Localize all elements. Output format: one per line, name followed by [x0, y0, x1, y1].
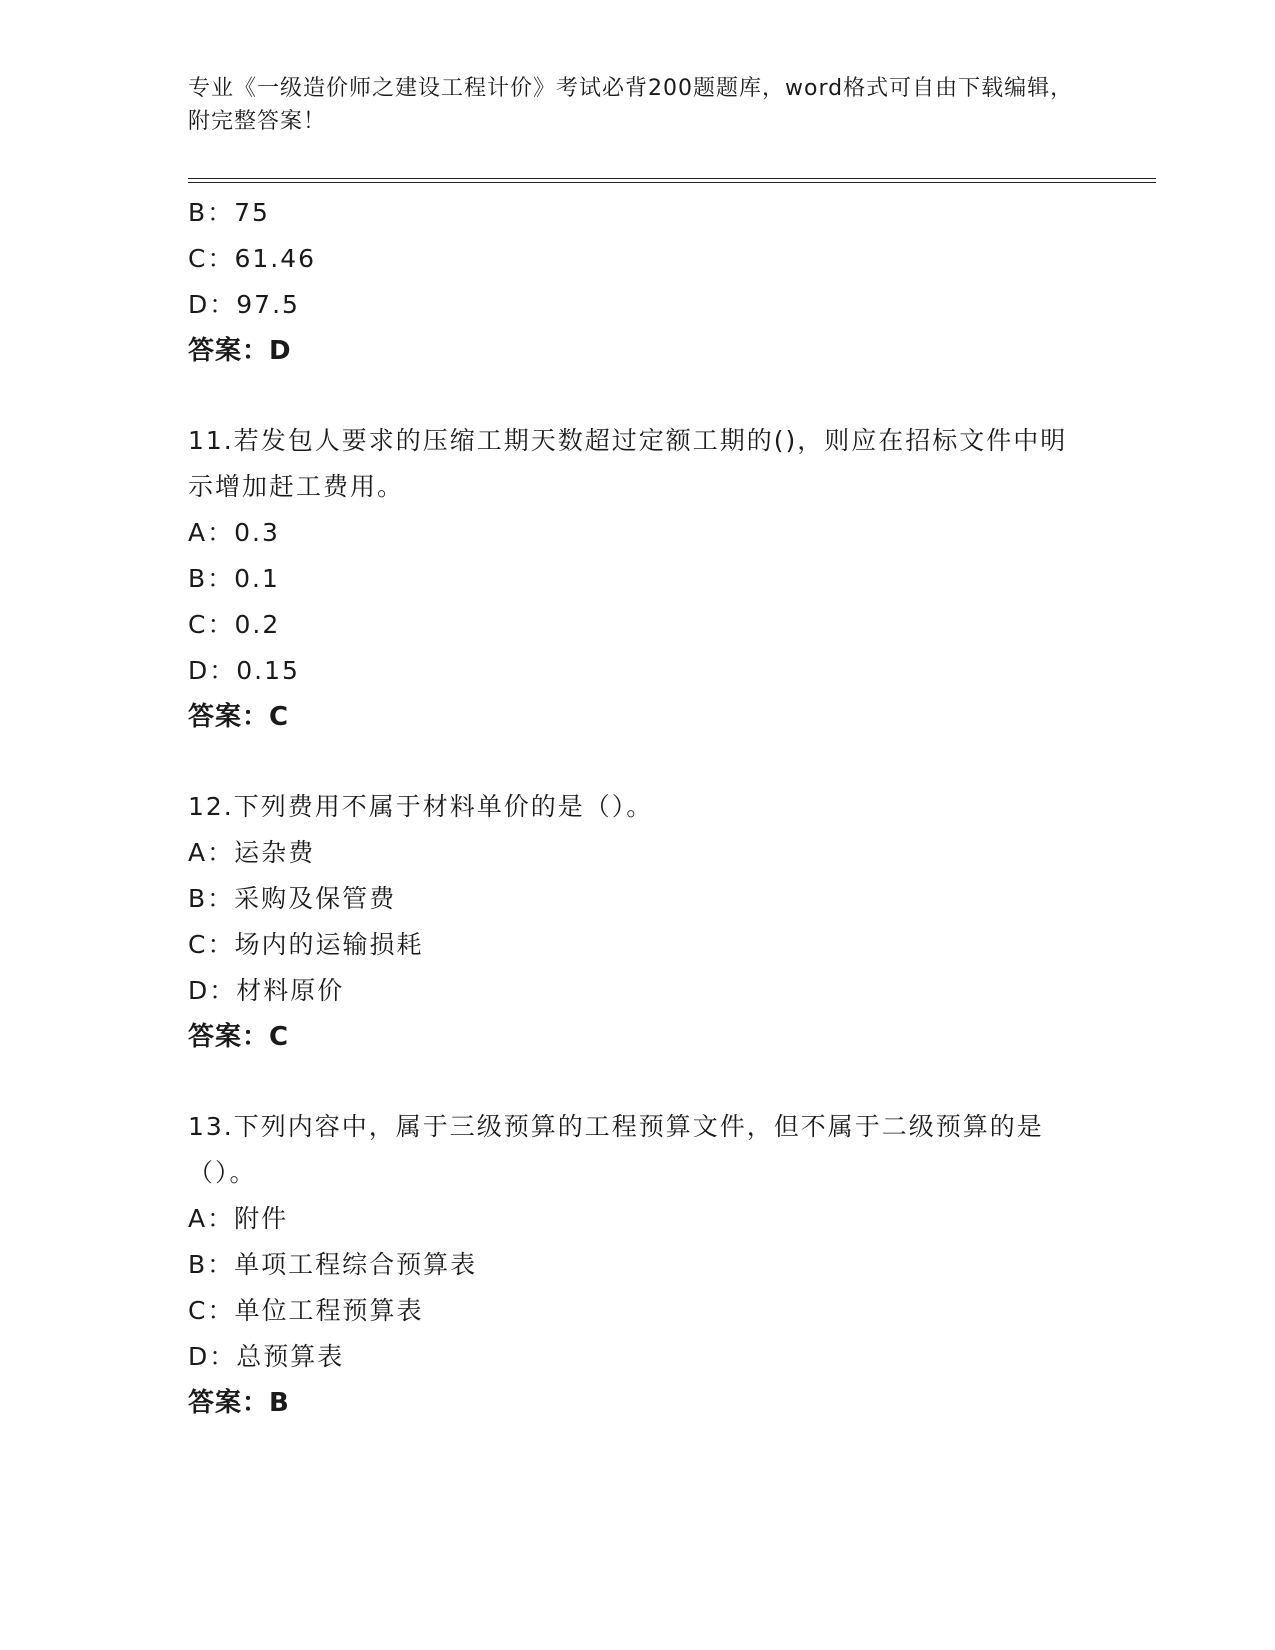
document-header-title: 专业《一级造价师之建设工程计价》考试必背200题题库，word格式可自由下载编辑，附完整答案！: [188, 76, 1074, 134]
answer-line: 答案：C: [188, 1022, 290, 1052]
option-text: 运杂费: [234, 838, 316, 867]
option-key: A：: [188, 1204, 235, 1233]
option-line: [188, 236, 1088, 282]
option-key: B：: [188, 198, 235, 227]
option-key: C：: [188, 610, 235, 639]
option-line: [188, 830, 1088, 876]
option-text: 0.1: [234, 564, 280, 593]
option-line: [188, 602, 1088, 648]
option-text: 61.46: [234, 244, 317, 273]
partial-question: [188, 190, 1088, 374]
option-line: [188, 510, 1088, 556]
option-text: 0.2: [234, 610, 281, 639]
question-text: 11.若发包人要求的压缩工期天数超过定额工期的()，则应在招标文件中明示增加赶工费用。: [188, 426, 1068, 501]
option-key: B：: [188, 884, 235, 913]
option-line: [188, 282, 1088, 328]
option-line: [188, 922, 1088, 968]
option-text: 总预算表: [236, 1342, 345, 1371]
option-key: D：: [188, 290, 237, 319]
option-text: 附件: [234, 1204, 289, 1233]
option-text: 0.15: [236, 656, 300, 685]
question-content: [188, 190, 1088, 1426]
answer-line: 答案：B: [188, 1388, 290, 1418]
option-line: [188, 1334, 1088, 1380]
option-text: 单项工程综合预算表: [234, 1250, 478, 1279]
option-key: A：: [188, 838, 235, 867]
option-key: A：: [188, 518, 235, 547]
option-line: [188, 968, 1088, 1014]
option-key: C：: [188, 930, 235, 959]
option-key: B：: [188, 564, 235, 593]
option-text: 97.5: [236, 290, 300, 319]
question-13: [188, 1104, 1088, 1426]
option-text: 单位工程预算表: [234, 1296, 424, 1325]
option-line: [188, 190, 1088, 236]
option-text: 场内的运输损耗: [234, 930, 424, 959]
option-key: D：: [188, 1342, 237, 1371]
question-text: 12.下列费用不属于材料单价的是（）。: [188, 792, 654, 821]
option-line: [188, 876, 1088, 922]
option-key: D：: [188, 656, 237, 685]
option-key: D：: [188, 976, 237, 1005]
option-key: C：: [188, 244, 235, 273]
question-text: 13.下列内容中，属于三级预算的工程预算文件，但不属于二级预算的是（）。: [188, 1112, 1044, 1187]
option-key: B：: [188, 1250, 235, 1279]
header-divider: [188, 178, 1156, 183]
answer-line: 答案：C: [188, 702, 290, 732]
option-line: [188, 1196, 1088, 1242]
option-text: 75: [234, 198, 270, 227]
option-line: [188, 1288, 1088, 1334]
option-line: [188, 1242, 1088, 1288]
question-12: [188, 784, 1088, 1060]
option-line: [188, 648, 1088, 694]
option-text: 材料原价: [236, 976, 345, 1005]
option-line: [188, 556, 1088, 602]
option-key: C：: [188, 1296, 235, 1325]
option-text: 0.3: [234, 518, 280, 547]
question-11: [188, 418, 1088, 740]
answer-line: 答案：D: [188, 336, 292, 366]
option-text: 采购及保管费: [234, 884, 397, 913]
